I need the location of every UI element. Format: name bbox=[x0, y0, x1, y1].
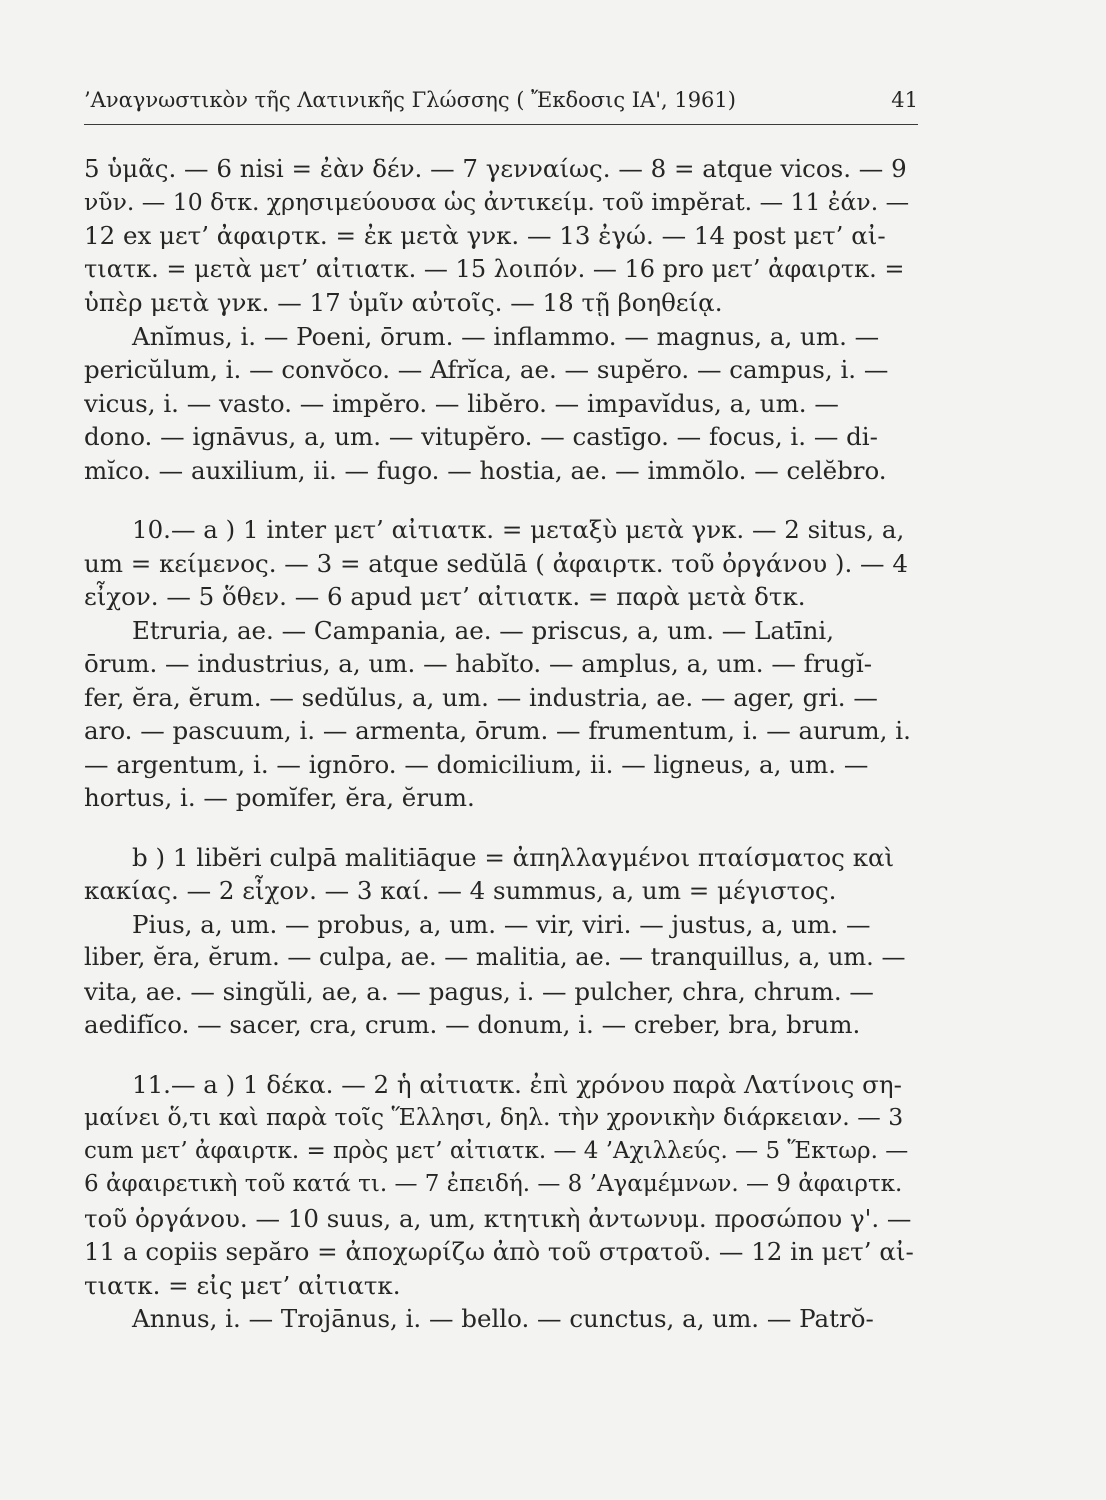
page-body bbox=[84, 152, 918, 1336]
text-line: 11.— a ) 1 δέκα. — 2 ἡ αἰτιατκ. ἐπὶ χρόνου παρὰ Λατίνοις ση- bbox=[132, 1069, 902, 1099]
text-line: ōrum. — industrius, a, um. — habĭto. — amplus, a, um. — frugĭ- bbox=[84, 649, 872, 678]
text-line: 11 a copiis sepăro = ἀποχωρίζω ἀπὸ τοῦ στρατοῦ. — 12 in μετ’ αἰ- bbox=[84, 1237, 914, 1266]
text-line: dono. — ignāvus, a, um. — vitupĕro. — castīgo. — focus, i. — di- bbox=[84, 422, 878, 451]
section-gap bbox=[84, 487, 918, 513]
text-line: 5 ὑμᾶς. — 6 nisi = ἐὰν δέν. — 7 γενναίως. — 8 = atque vicos. — 9 bbox=[84, 154, 907, 183]
text-line: Etruria, ae. — Campania, ae. — priscus, a, um. — Latīni, bbox=[132, 615, 835, 645]
text-line: hortus, i. — pomĭfer, ĕra, ĕrum. bbox=[84, 783, 475, 812]
section-gap bbox=[84, 815, 918, 841]
running-header bbox=[84, 84, 918, 125]
text-line: cum μετ’ ἀφαιρτκ. = πρὸς μετ’ αἰτιατκ. — 4 ’Αχιλλεύς. — 5 Ἕκτωρ. — bbox=[84, 1137, 909, 1164]
text-line: b ) 1 libĕri culpā malitiāque = ἀπηλλαγμένοι πταίσματος καὶ bbox=[132, 842, 895, 872]
text-line: vicus, i. — vasto. — impĕro. — libĕro. — impavĭdus, a, um. — bbox=[84, 388, 839, 418]
text-line: vita, ae. — singŭli, ae, a. — pagus, i. — pulcher, chra, chrum. — bbox=[84, 976, 874, 1006]
text-line: — argentum, i. — ignōro. — domicilium, ii. — ligneus, a, um. — bbox=[84, 749, 869, 779]
text-line: κακίας. — 2 εἶχον. — 3 καί. — 4 summus, a, um = μέγιστος. bbox=[84, 876, 837, 905]
text-line: νῦν. — 10 δτκ. χρησιμεύουσα ὡς ἀντικείμ. τοῦ impĕrat. — 11 ἐάν. — bbox=[84, 187, 910, 216]
text-line: τοῦ ὀργάνου. — 10 suus, a, um, κτητικὴ ἀντωνυμ. προσώπου γ'. — bbox=[84, 1203, 912, 1233]
text-line: aedifĭco. — sacer, cra, crum. — donum, i. — creber, bra, brum. bbox=[84, 1010, 861, 1039]
page-number: 41 bbox=[891, 88, 918, 112]
text-line: mĭco. — auxilium, ii. — fugo. — hostia, ae. — immŏlo. — celĕbro. bbox=[84, 455, 887, 485]
text-line: τιατκ. = μετὰ μετ’ αἰτιατκ. — 15 λοιπόν. — 16 pro μετ’ ἀφαιρτκ. = bbox=[84, 254, 905, 283]
text-line: ὑπὲρ μετὰ γνκ. — 17 ὑμῖν αὐτοῖς. — 18 τῇ βοηθείᾳ. bbox=[84, 288, 723, 317]
text-line: εἶχον. — 5 ὅθεν. — 6 apud μετ’ αἰτιατκ. = παρὰ μετὰ δτκ. bbox=[84, 582, 806, 611]
section-gap bbox=[84, 1042, 918, 1068]
text-line: Pius, a, um. — probus, a, um. — vir, viri. — justus, a, um. — bbox=[132, 909, 871, 939]
header-title: ’Αναγνωστικὸν τῆς Λατινικῆς Γλώσσης ( Ἔκδοσις ΙΑ', 1961) bbox=[84, 88, 736, 112]
text-line: aro. — pascuum, i. — armenta, ōrum. — frumentum, i. — aurum, i. bbox=[84, 716, 911, 745]
text-line: 12 ex μετ’ ἀφαιρτκ. = ἐκ μετὰ γνκ. — 13 ἐγώ. — 14 post μετ’ αἰ- bbox=[84, 221, 886, 250]
text-line: 6 ἀφαιρετικὴ τοῦ κατά τι. — 7 ἐπειδή. — 8 ’Αγαμέμνων. — 9 ἀφαιρτκ. bbox=[84, 1171, 903, 1197]
text-line: Anĭmus, i. — Poeni, ōrum. — inflammo. — magnus, a, um. — bbox=[132, 321, 880, 351]
text-line: Annus, i. — Trojānus, i. — bello. — cunctus, a, um. — Patrŏ- bbox=[132, 1304, 874, 1333]
text-line: fer, ĕra, ĕrum. — sedŭlus, a, um. — industria, ae. — ager, gri. — bbox=[84, 682, 878, 712]
text-line: um = κείμενος. — 3 = atque sedŭlā ( ἀφαιρτκ. τοῦ ὀργάνου ). — 4 bbox=[84, 548, 908, 578]
text-line: liber, ĕra, ĕrum. — culpa, ae. — malitia, ae. — tranquillus, a, um. — bbox=[84, 943, 906, 971]
text-line: τιατκ. = εἰς μετ’ αἰτιατκ. bbox=[84, 1270, 401, 1300]
text-line: pericŭlum, i. — convŏco. — Afrĭca, ae. — supĕro. — campus, i. — bbox=[84, 355, 889, 384]
text-line: μαίνει ὅ,τι καὶ παρὰ τοῖς Ἕλλησι, δηλ. τὴν χρονικὴν διάρκειαν. — 3 bbox=[84, 1103, 904, 1131]
text-line: 10.— a ) 1 inter μετ’ αἰτιατκ. = μεταξὺ μετὰ γνκ. — 2 situs, a, bbox=[132, 515, 905, 544]
